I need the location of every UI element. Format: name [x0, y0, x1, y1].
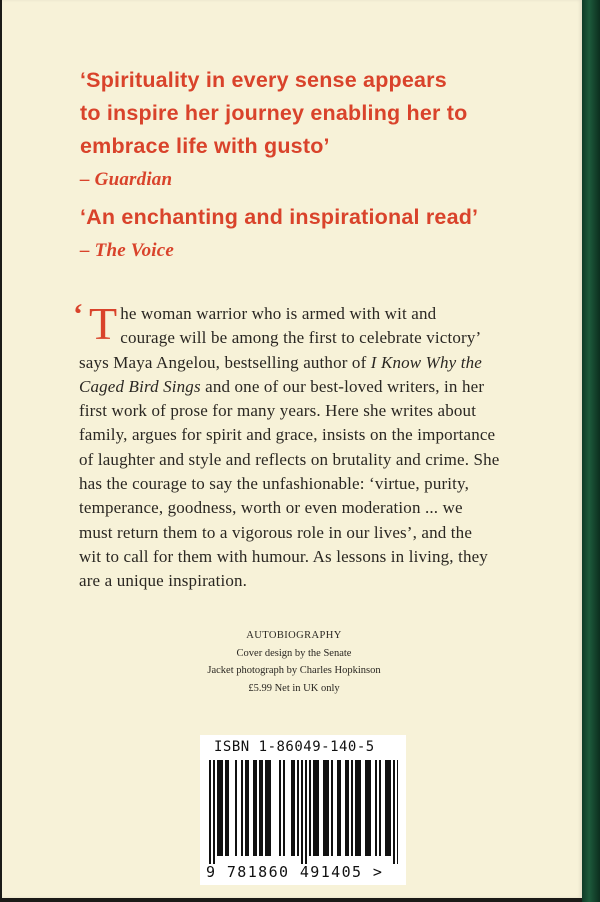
blurb-line: of laughter and style and reflects on brutality and crime. She: [79, 449, 500, 469]
barcode-bar: [261, 760, 263, 856]
barcode-bar: [255, 760, 257, 856]
blurb-line: he woman warrior who is armed with wit and: [120, 304, 437, 323]
barcode-bar: [365, 760, 367, 856]
barcode-bar: [397, 760, 398, 864]
barcode-bar: [317, 760, 319, 856]
price-label: £5.99 Net in UK only: [248, 682, 340, 694]
barcode-bar: [375, 760, 377, 856]
barcode-bar: [225, 760, 227, 856]
barcode-bar: [291, 760, 293, 856]
blurb-line: must return them to a vigorous role in our lives’, and the: [79, 522, 473, 542]
blurb-line: has the courage to say the unfashionable: ‘virtue, purity,: [79, 474, 469, 494]
quote-line: ‘An enchanting and inspirational read’: [80, 205, 479, 229]
barcode-bar: [253, 760, 255, 856]
barcode-bar: [305, 760, 307, 864]
barcode-bar: [213, 760, 215, 864]
barcode-bar: [269, 760, 271, 856]
review-quote-the-voice: [80, 201, 478, 267]
blurb-paragraph: [73, 298, 549, 594]
barcode-bar: [217, 760, 219, 856]
isbn-label: ISBN 1-86049-140-5: [214, 739, 375, 755]
review-quote-guardian: [80, 64, 467, 196]
barcode-bar: [347, 760, 349, 856]
opening-quote-mark: ‘: [73, 298, 84, 331]
quote-line: ‘Spirituality in every sense appears: [80, 68, 447, 92]
barcode-bar: [283, 760, 285, 856]
barcode-bar: [359, 760, 361, 856]
barcode-bar: [279, 760, 281, 856]
blurb-line: family, argues for spirit and grace, insists on the importance: [79, 425, 496, 445]
barcode-panel: [200, 735, 406, 885]
quote-line: embrace life with gusto’: [80, 134, 330, 158]
barcode-bar: [345, 760, 347, 856]
barcode-bar: [265, 760, 267, 856]
book-title: Caged Bird Sings: [79, 376, 201, 396]
barcode-bar: [389, 760, 391, 856]
barcode-bar: [327, 760, 329, 856]
blurb-line: courage will be among the first to celebrate victory’: [120, 328, 482, 348]
barcode-bar: [355, 760, 357, 856]
barcode-bar: [351, 760, 353, 856]
blurb-line: first work of prose for many years. Here she writes about: [79, 401, 477, 421]
barcode-bar: [209, 760, 211, 864]
barcode-bar: [267, 760, 269, 856]
quote-attribution: – The Voice: [80, 240, 175, 261]
barcode-bar: [379, 760, 381, 856]
blurb-line: [79, 351, 549, 375]
barcode-number: 9 781860 491405 >: [206, 863, 384, 881]
barcode-bar: [293, 760, 295, 856]
publication-credits: [2, 627, 586, 697]
barcode-bar: [357, 760, 359, 856]
category-label: AUTOBIOGRAPHY: [246, 630, 342, 641]
barcode-bar: [227, 760, 229, 856]
blurb-text: says Maya Angelou, bestselling author of: [79, 352, 371, 372]
blurb-line: are a unique inspiration.: [79, 571, 248, 591]
barcode-bar: [369, 760, 371, 856]
blurb-text: and one of our best-loved writers, in her: [200, 376, 485, 396]
blurb-line: [79, 375, 549, 399]
drop-cap: T: [89, 298, 118, 349]
barcode-bar: [235, 760, 237, 856]
barcode-bar: [221, 760, 223, 856]
blurb-line: temperance, goodness, worth or even moderation ... we: [79, 498, 463, 518]
barcode-bar: [309, 760, 311, 856]
book-spine-edge: [582, 0, 600, 902]
barcode-bar: [387, 760, 389, 856]
barcode-bars: [208, 760, 398, 864]
barcode-bar: [301, 760, 303, 864]
barcode-bar: [247, 760, 249, 856]
photo-credit: Jacket photograph by Charles Hopkinson: [207, 665, 381, 676]
barcode-bar: [337, 760, 339, 856]
cover-design-credit: Cover design by the Senate: [236, 647, 352, 659]
barcode-bar: [259, 760, 261, 856]
barcode-bar: [313, 760, 315, 856]
quote-attribution: – Guardian: [80, 169, 173, 190]
barcode-bar: [323, 760, 325, 856]
barcode-bar: [315, 760, 317, 856]
blurb-line: wit to call for them with humour. As lessons in living, they: [79, 546, 488, 566]
barcode-bar: [339, 760, 341, 856]
barcode-bar: [325, 760, 327, 856]
barcode-bar: [219, 760, 221, 856]
book-title: I Know Why the: [370, 352, 482, 372]
back-cover: [2, 0, 582, 898]
barcode-bar: [393, 760, 395, 864]
barcode-bar: [331, 760, 333, 856]
barcode-bar: [367, 760, 369, 856]
quote-line: to inspire her journey enabling her to: [80, 101, 468, 125]
barcode-bar: [245, 760, 247, 856]
barcode-bar: [297, 760, 299, 856]
barcode-bar: [385, 760, 387, 856]
barcode-bar: [241, 760, 243, 856]
